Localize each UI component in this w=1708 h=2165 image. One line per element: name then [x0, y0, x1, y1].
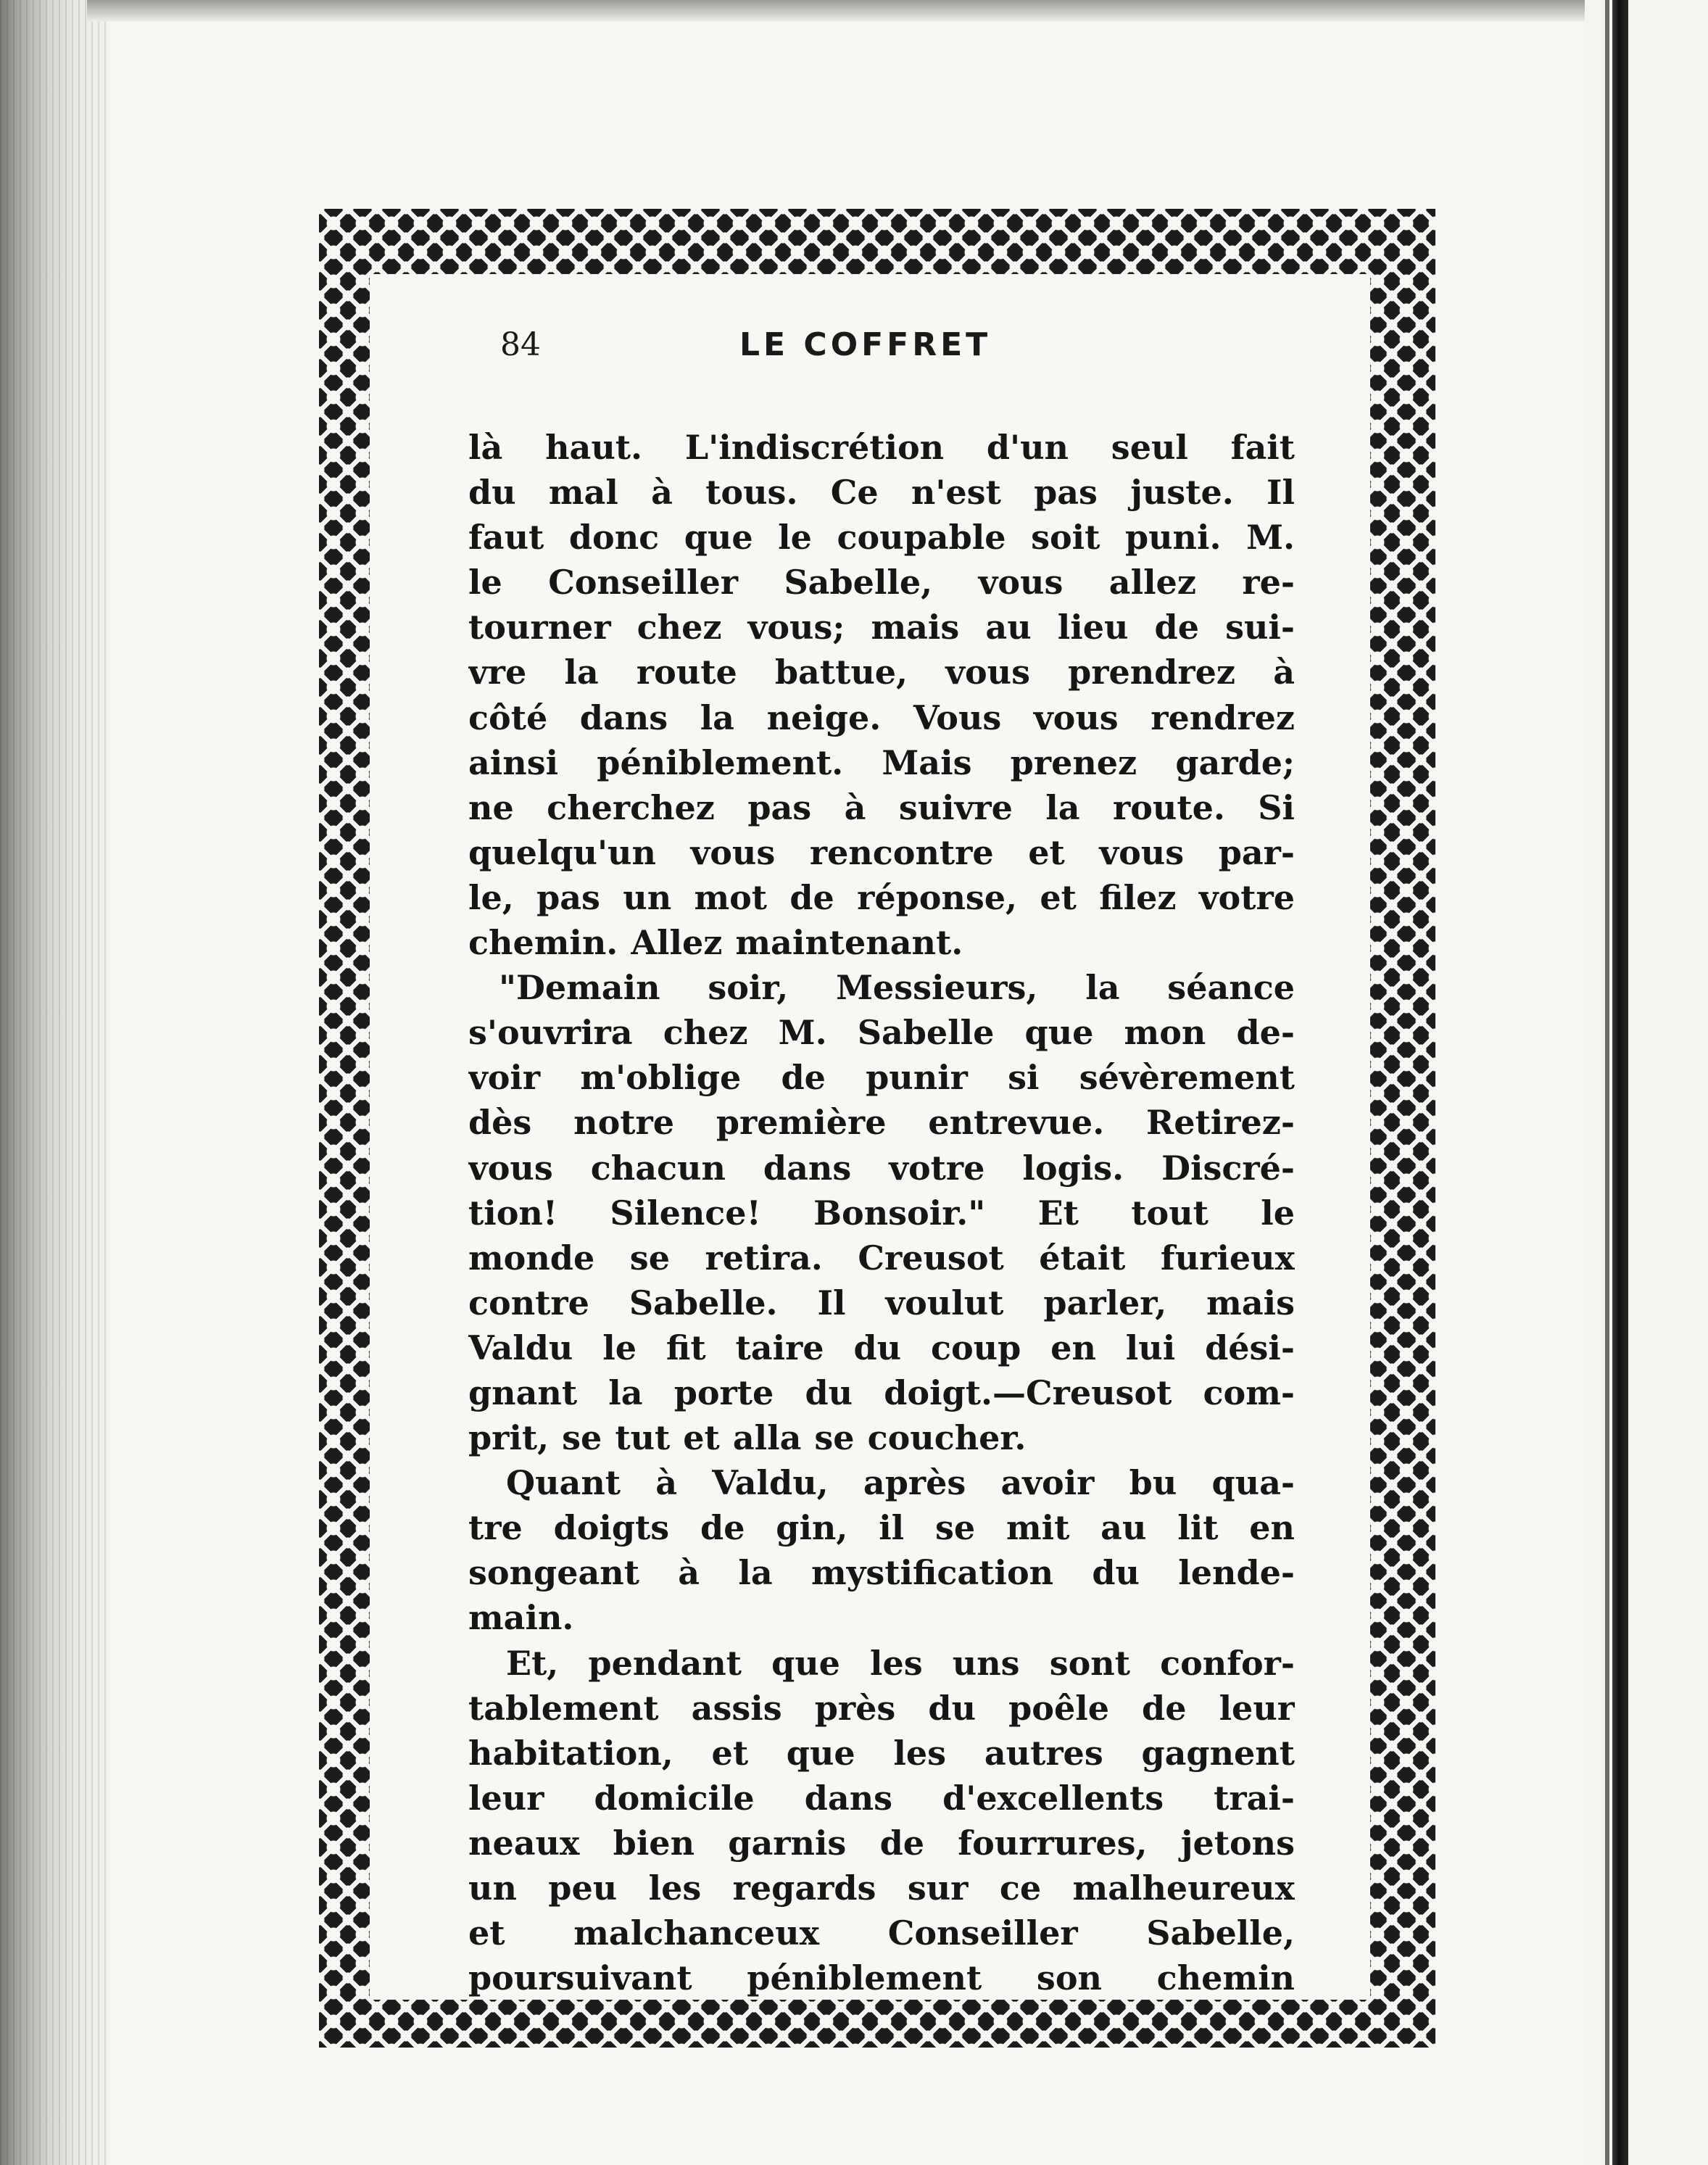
text-line: leur domicile dans d'excellents trai- — [468, 1778, 1295, 1818]
binding-spine — [1612, 0, 1628, 2165]
text-line: neaux bien garnis de fourrures, jetons — [468, 1823, 1295, 1863]
page-edge-left — [0, 0, 109, 2165]
text-line: du mal à tous. Ce n'est pas juste. Il — [468, 473, 1295, 513]
binding-edge — [1605, 0, 1609, 2165]
text-line: ne cherchez pas à suivre la route. Si — [468, 787, 1295, 827]
text-line: prit, se tut et alla se coucher. — [468, 1418, 1027, 1458]
text-line: quelqu'un vous rencontre et vous par- — [468, 832, 1295, 872]
text-line: tourner chez vous; mais au lieu de sui- — [468, 608, 1295, 647]
text-line: chemin. Allez maintenant. — [468, 923, 963, 963]
body-text — [468, 425, 1295, 2000]
text-line: tablement assis près du poêle de leur — [468, 1688, 1295, 1728]
text-line: côté dans la neige. Vous vous rendrez — [468, 697, 1295, 737]
text-line: Quant à Valdu, après avoir bu qua- — [506, 1463, 1295, 1503]
running-title: LE COFFRET — [739, 326, 992, 363]
text-line: ainsi péniblement. Mais prenez garde; — [468, 742, 1295, 782]
page-edge-top — [87, 0, 1595, 22]
text-line: main. — [468, 1598, 574, 1638]
text-line: poursuivant péniblement son chemin — [468, 1958, 1295, 1998]
text-line: tion! Silence! Bonsoir." Et tout le — [468, 1193, 1295, 1233]
text-line: gnant la porte du doigt.—Creusot com- — [468, 1373, 1295, 1412]
text-line: faut donc que le coupable soit puni. M. — [468, 518, 1295, 558]
text-line: s'ouvrira chez M. Sabelle que mon de- — [468, 1013, 1295, 1053]
text-line: Et, pendant que les uns sont confor- — [506, 1643, 1295, 1683]
text-line: voir m'oblige de punir si sévèrement — [468, 1058, 1295, 1098]
text-line: monde se retira. Creusot était furieux — [468, 1238, 1295, 1278]
text-line: Valdu le fit taire du coup en lui dési- — [468, 1328, 1295, 1367]
text-line: le Conseiller Sabelle, vous allez re- — [468, 563, 1295, 603]
text-line: "Demain soir, Messieurs, la séance — [499, 968, 1295, 1008]
text-line: le, pas un mot de réponse, et filez votre — [468, 877, 1295, 917]
text-line: un peu les regards sur ce malheureux — [468, 1868, 1295, 1908]
text-line: songeant à la mystification du lende- — [468, 1553, 1295, 1593]
running-head — [500, 326, 1283, 377]
book-binding — [1585, 0, 1708, 2165]
text-line: et malchanceux Conseiller Sabelle, — [468, 1913, 1295, 1953]
text-line: habitation, et que les autres gagnent — [468, 1733, 1295, 1773]
text-line: dès notre première entrevue. Retirez- — [468, 1103, 1295, 1143]
text-line: tre doigts de gin, il se mit au lit en — [468, 1508, 1295, 1548]
text-line: contre Sabelle. Il voulut parler, mais — [468, 1283, 1295, 1322]
text-line: vous chacun dans votre logis. Discré- — [468, 1148, 1295, 1188]
text-line: vre la route battue, vous prendrez à — [468, 653, 1295, 692]
page-number: 84 — [500, 326, 541, 363]
text-line: là haut. L'indiscrétion d'un seul fait — [468, 428, 1295, 467]
